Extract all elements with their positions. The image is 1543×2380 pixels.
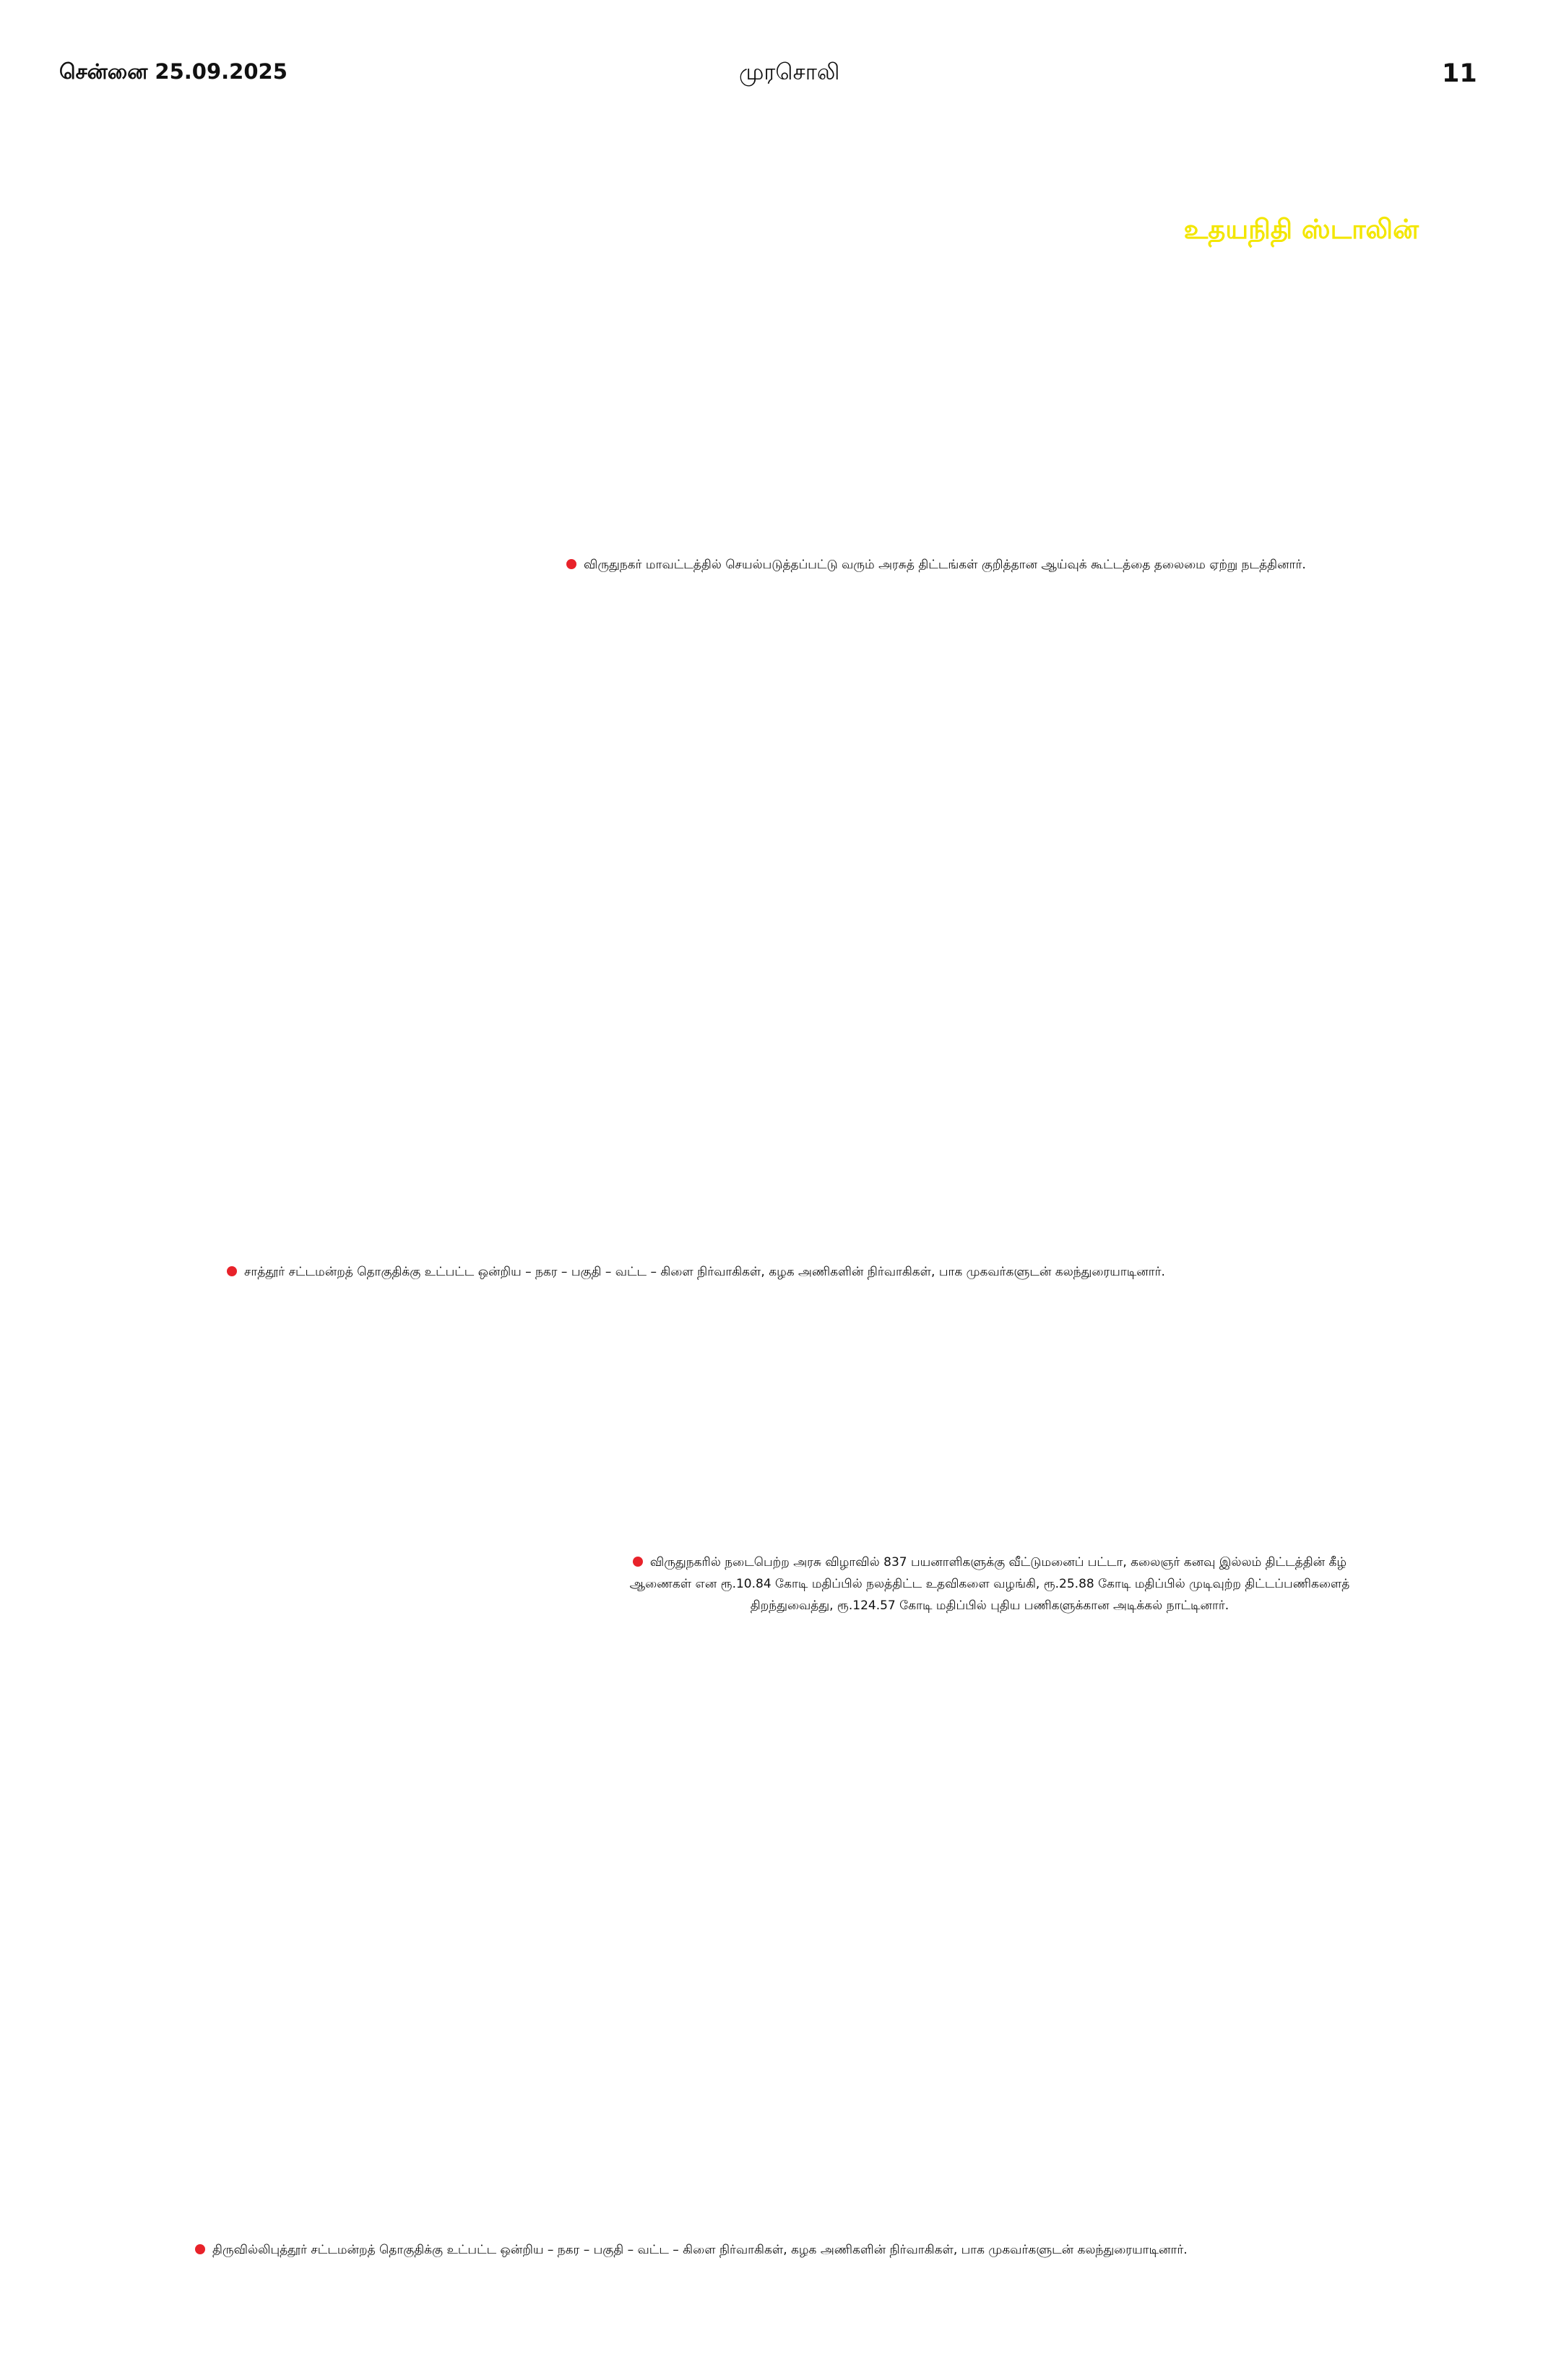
caption-line: திறந்துவைத்து, ரூ.124.57 கோடி மதிப்பில் புதிய பணிகளுக்கான அடிக்கல் நாட்டினார். bbox=[750, 1598, 1229, 1613]
caption-text: திருவில்லிபுத்தூர் சட்டமன்றத் தொகுதிக்கு உட்பட்ட ஒன்றிய – நகர – பகுதி – வட்ட – கிளை நிர்வாகிகள், கழக அணிகளின் நிர்வாகிகள், பாக முகவர்களுடன் கலந்துரையாடினார். bbox=[212, 2243, 1188, 2257]
red-bullet-icon bbox=[195, 2244, 205, 2254]
caption-line: ஆணைகள் என ரூ.10.84 கோடி மதிப்பில் நலத்திட்ட உதவிகளை வழங்கி, ரூ.25.88 கோடி மதிப்பில் முடிவுற்ற திட்டப்பணிகளைத் bbox=[629, 1577, 1350, 1591]
newspaper-name: முரசொலி bbox=[739, 59, 840, 85]
caption-sattur-meeting bbox=[227, 1261, 1165, 1283]
caption-government-function bbox=[571, 1552, 1409, 1617]
caption-text: சாத்தூர் சட்டமன்றத் தொகுதிக்கு உட்பட்ட ஒன்றிய – நகர – பகுதி – வட்ட – கிளை நிர்வாகிகள், கழக அணிகளின் நிர்வாகிகள், பாக முகவர்களுடன் கலந்துரையாடினார். bbox=[244, 1265, 1165, 1279]
place-date: சென்னை 25.09.2025 bbox=[59, 59, 288, 84]
caption-line: விருதுநகரில் நடைபெற்ற அரசு விழாவில் 837 பயனாளிகளுக்கு வீட்டுமனைப் பட்டா, கலைஞர் கனவு இல்லம் திட்டத்தின் கீழ் bbox=[571, 1552, 1409, 1573]
red-bullet-icon bbox=[566, 559, 576, 569]
byline: உதயநிதி ஸ்டாலின் bbox=[1183, 214, 1419, 245]
red-bullet-icon bbox=[227, 1266, 237, 1276]
caption-text: விருதுநகர் மாவட்டத்தில் செயல்படுத்தப்பட்டு வரும் அரசுத் திட்டங்கள் குறித்தான ஆய்வுக் கூட்டத்தை தலைமை ஏற்று நடத்தினார். bbox=[584, 558, 1306, 572]
caption-review-meeting bbox=[566, 554, 1306, 576]
page-number: 11 bbox=[1442, 59, 1477, 88]
caption-srivilliputhur-meeting bbox=[195, 2239, 1188, 2261]
red-bullet-icon bbox=[633, 1557, 643, 1567]
